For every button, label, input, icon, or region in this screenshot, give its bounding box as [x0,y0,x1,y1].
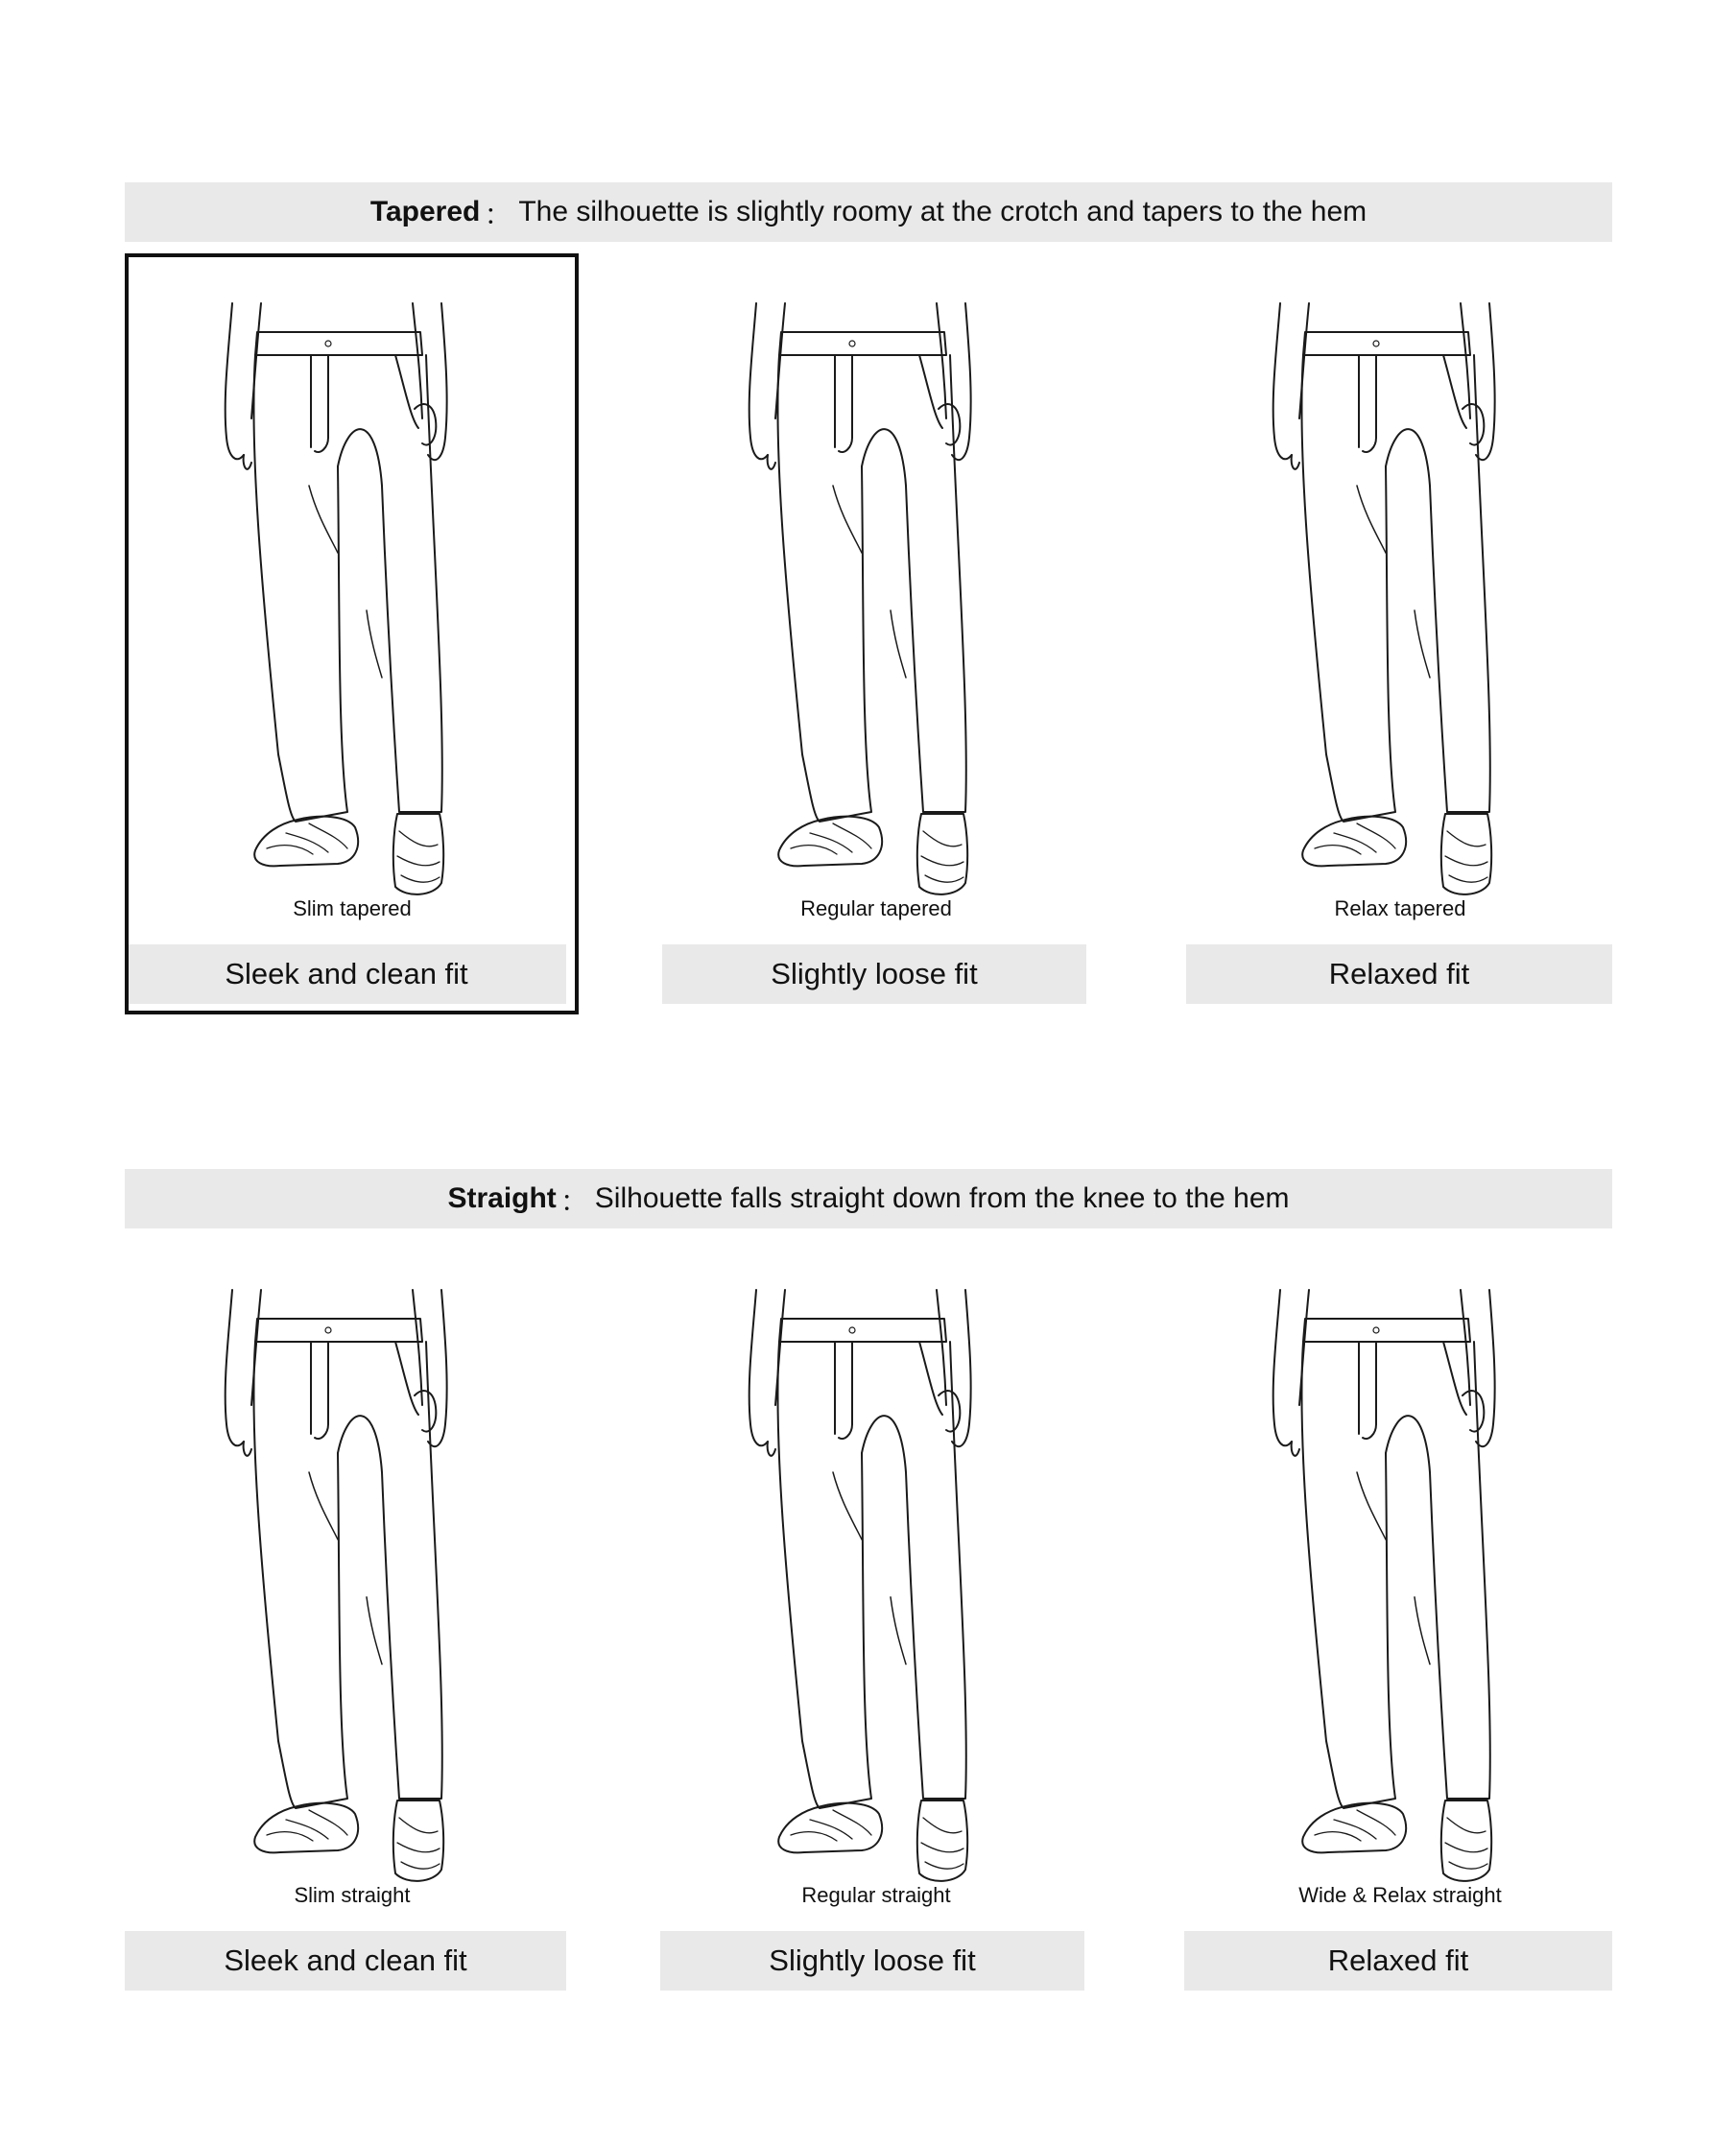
style-label-slim-tapered: Slim tapered [293,896,412,920]
fit-bar-regular-tapered: Slightly loose fit [662,944,1086,1004]
straight-heading-separator: ： [559,1186,589,1218]
fit-card-slim-straight[interactable] [127,1242,578,2010]
pants-illustration-icon [1242,1280,1558,1895]
style-label-relax-tapered: Relax tapered [1334,896,1466,920]
fit-bar-regular-straight: Slightly loose fit [660,1931,1084,1991]
pants-illustration-icon [1242,294,1558,908]
style-label-regular-straight: Regular straight [801,1883,951,1907]
fit-bar-wide-relax-straight: Relaxed fit [1184,1931,1612,1991]
pants-illustration-icon [194,294,511,908]
straight-heading-title: Straight [447,1182,557,1214]
pants-illustration-icon [718,294,1034,908]
fit-bar-slim-tapered: Sleek and clean fit [127,944,566,1004]
tapered-heading-separator: ： [484,200,513,231]
style-label-regular-tapered: Regular tapered [800,896,952,920]
tapered-heading [125,182,1612,242]
tapered-heading-title: Tapered [369,196,481,227]
fit-card-relax-tapered[interactable] [1175,255,1626,1023]
fit-card-wide-relax-straight[interactable] [1175,1242,1626,2010]
fit-card-regular-straight[interactable] [651,1242,1102,2010]
straight-heading-description: Silhouette falls straight down from the knee to the hem [594,1182,1290,1214]
pants-illustration-icon [194,1280,511,1895]
fit-card-regular-tapered[interactable] [651,255,1102,1023]
straight-heading [125,1169,1612,1228]
style-label-slim-straight: Slim straight [294,1883,411,1907]
style-label-wide-relax-straight: Wide & Relax straight [1298,1883,1502,1907]
fit-bar-relax-tapered: Relaxed fit [1186,944,1612,1004]
fit-card-slim-tapered[interactable] [127,255,578,1023]
fit-bar-slim-straight: Sleek and clean fit [125,1931,566,1991]
tapered-heading-description: The silhouette is slightly roomy at the crotch and tapers to the hem [518,196,1367,227]
pants-illustration-icon [718,1280,1034,1895]
